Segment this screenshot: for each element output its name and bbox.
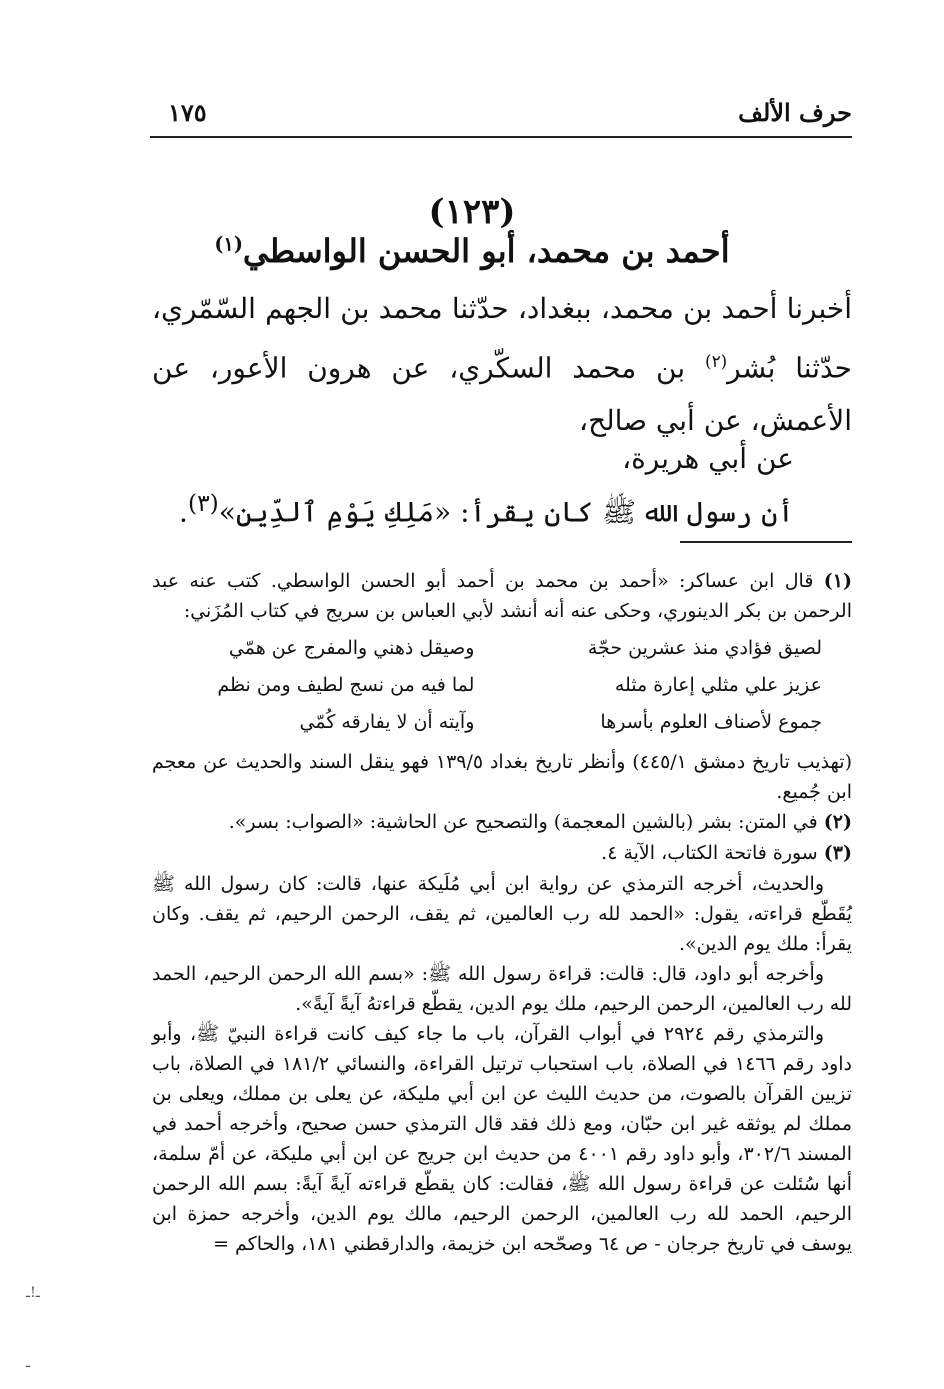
- isnad-text-continued: بن محمد السكّري، عن هرون الأعور، عن الأعمش، عن أبي صالح،: [152, 351, 852, 438]
- hadith-line-text: أن رسول الله ﷺ كان يقرأ: «مَلِكِ يَوْمِ ٱلدِّينِ»: [218, 495, 794, 529]
- footnote-ref: (١): [214, 232, 243, 256]
- verse-second-half: وصيقل ذهني والمفرج عن همّي: [228, 637, 475, 659]
- footnote-1: [152, 566, 852, 626]
- page-number: ١٧٥: [168, 98, 207, 127]
- verse-second-half: وآيته أن لا يفارقه كُمّي: [299, 711, 475, 733]
- footnote-number: (١): [823, 570, 852, 592]
- footnote-reference: (تهذيب تاريخ دمشق ٤٤٥/١) وأنظر تاريخ بغداد ١٣٩/٥ فهو ينقل السند والحديث عن معجم ابن جُميع.: [152, 751, 853, 803]
- hadith-line: عن أبي هريرة،: [622, 442, 794, 475]
- verse: [152, 704, 852, 741]
- margin-mark: ـ!ـ: [26, 1285, 40, 1301]
- footnote-paragraph: والحديث، أخرجه الترمذي عن رواية ابن أبي مُلَيكة عنها، قالت: كان رسول الله ﷺ يُقَطّع قراءته، يقول: «الحمد لله رب العالمين، ثم يقف، الرحمن الرحيم، ثم يقف. وكان يقرأ: ملك يوم الدين».: [152, 873, 852, 955]
- footnote-number: (٢): [823, 811, 852, 833]
- footnote-number: (٣): [823, 842, 852, 864]
- footnote-ref: (٣): [187, 489, 219, 517]
- footnote-text: سورة فاتحة الكتاب، الآية ٤.: [601, 842, 818, 864]
- verse-first-half: عزيز علي مثلي إعارة مثله: [614, 674, 822, 696]
- hadith-line-end: .: [179, 495, 188, 529]
- running-header: [150, 96, 852, 138]
- footnote-3: [152, 838, 852, 868]
- verse-first-half: لصيق فؤادي منذ عشرين حجّة: [587, 637, 822, 659]
- footnote-divider: [680, 541, 852, 543]
- footnotes: [152, 566, 852, 1259]
- entry-number: (١٢٣): [428, 192, 516, 232]
- entry-title-text: أحمد بن محمد، أبو الحسن الواسطي: [242, 232, 730, 270]
- hadith-line: [154, 481, 794, 534]
- footnote-2: [152, 807, 852, 837]
- entry-title: [0, 232, 944, 270]
- footnote-ref: (٢): [705, 351, 728, 371]
- hadith-text: [154, 436, 794, 534]
- footnote-text: قال ابن عساكر: «أحمد بن محمد بن أحمد أبو الحسن الواسطي. كتب عنه عبد الرحمن بن بكر الدينوري، وحكى عنه أنه أنشد لأبي العباس بن سريج في كتاب المُزَني:: [152, 570, 852, 622]
- isnad-text: أخبرنا أحمد بن محمد، ببغداد، حدّثنا محمد بن الجهم السّمّري، حدّثنا بُشر: [152, 292, 852, 385]
- chapter-title: حرف الألف: [738, 98, 852, 127]
- footnote-paragraph: وأخرجه أبو داود، قال: قالت: قراءة رسول الله ﷺ: «بسم الله الرحمن الرحيم، الحمد لله رب العالمين، الرحمن الرحيم، ملك يوم الدين، يقطّع قراءتهُ آيةً آيةً».: [152, 963, 852, 1015]
- isnad-paragraph: [152, 282, 852, 447]
- verse-first-half: جموع لأصناف العلوم بأسرها: [600, 711, 822, 733]
- poem: [152, 630, 852, 741]
- verse: [152, 667, 852, 704]
- verse-second-half: لما فيه من نسج لطيف ومن نظم: [217, 674, 475, 696]
- footnote-paragraph: والترمذي رقم ٢٩٢٤ في أبواب القرآن، باب ما جاء كيف كانت قراءة النبيّ ﷺ، وأبو داود رقم ١٤٦٦ في الصلاة، باب استحباب ترتيل القراءة، والنسائي ١٨١/٢ في الصلاة، باب تزيين القرآن بالصوت، من حديث الليث عن ابن أبي مليكة، عن يعلى بن مملك، ويعلى بن مملك لم يوثقه غير ابن حبّان، ومع ذلك فقد قال الترمذي حسن صحيح، وأخرجه أحمد في المسند ٣٠٢/٦، وأبو داود رقم ٤٠٠١ من حديث ابن جريج عن ابن أبي مليكة، عن أمّ سلمة، أنها سُئلت عن قراءة رسول الله ﷺ، فقالت: كان يقطّع قراءته آيةً آيةً: بسم الله الرحمن الرحيم، الحمد لله رب العالمين، الرحمن الرحيم، مالك يوم الدين، وأخرجه حمزة ابن يوسف في تاريخ جرجان - ص ٦٤ وصحّحه ابن خزيمة، والدارقطني ١٨١، والحاكم =: [152, 1023, 853, 1255]
- verse: [152, 630, 852, 667]
- footnote-text: في المتن: بشر (بالشين المعجمة) والتصحيح عن الحاشية: «الصواب: بسر».: [228, 811, 818, 833]
- margin-mark: ـ: [26, 1355, 31, 1371]
